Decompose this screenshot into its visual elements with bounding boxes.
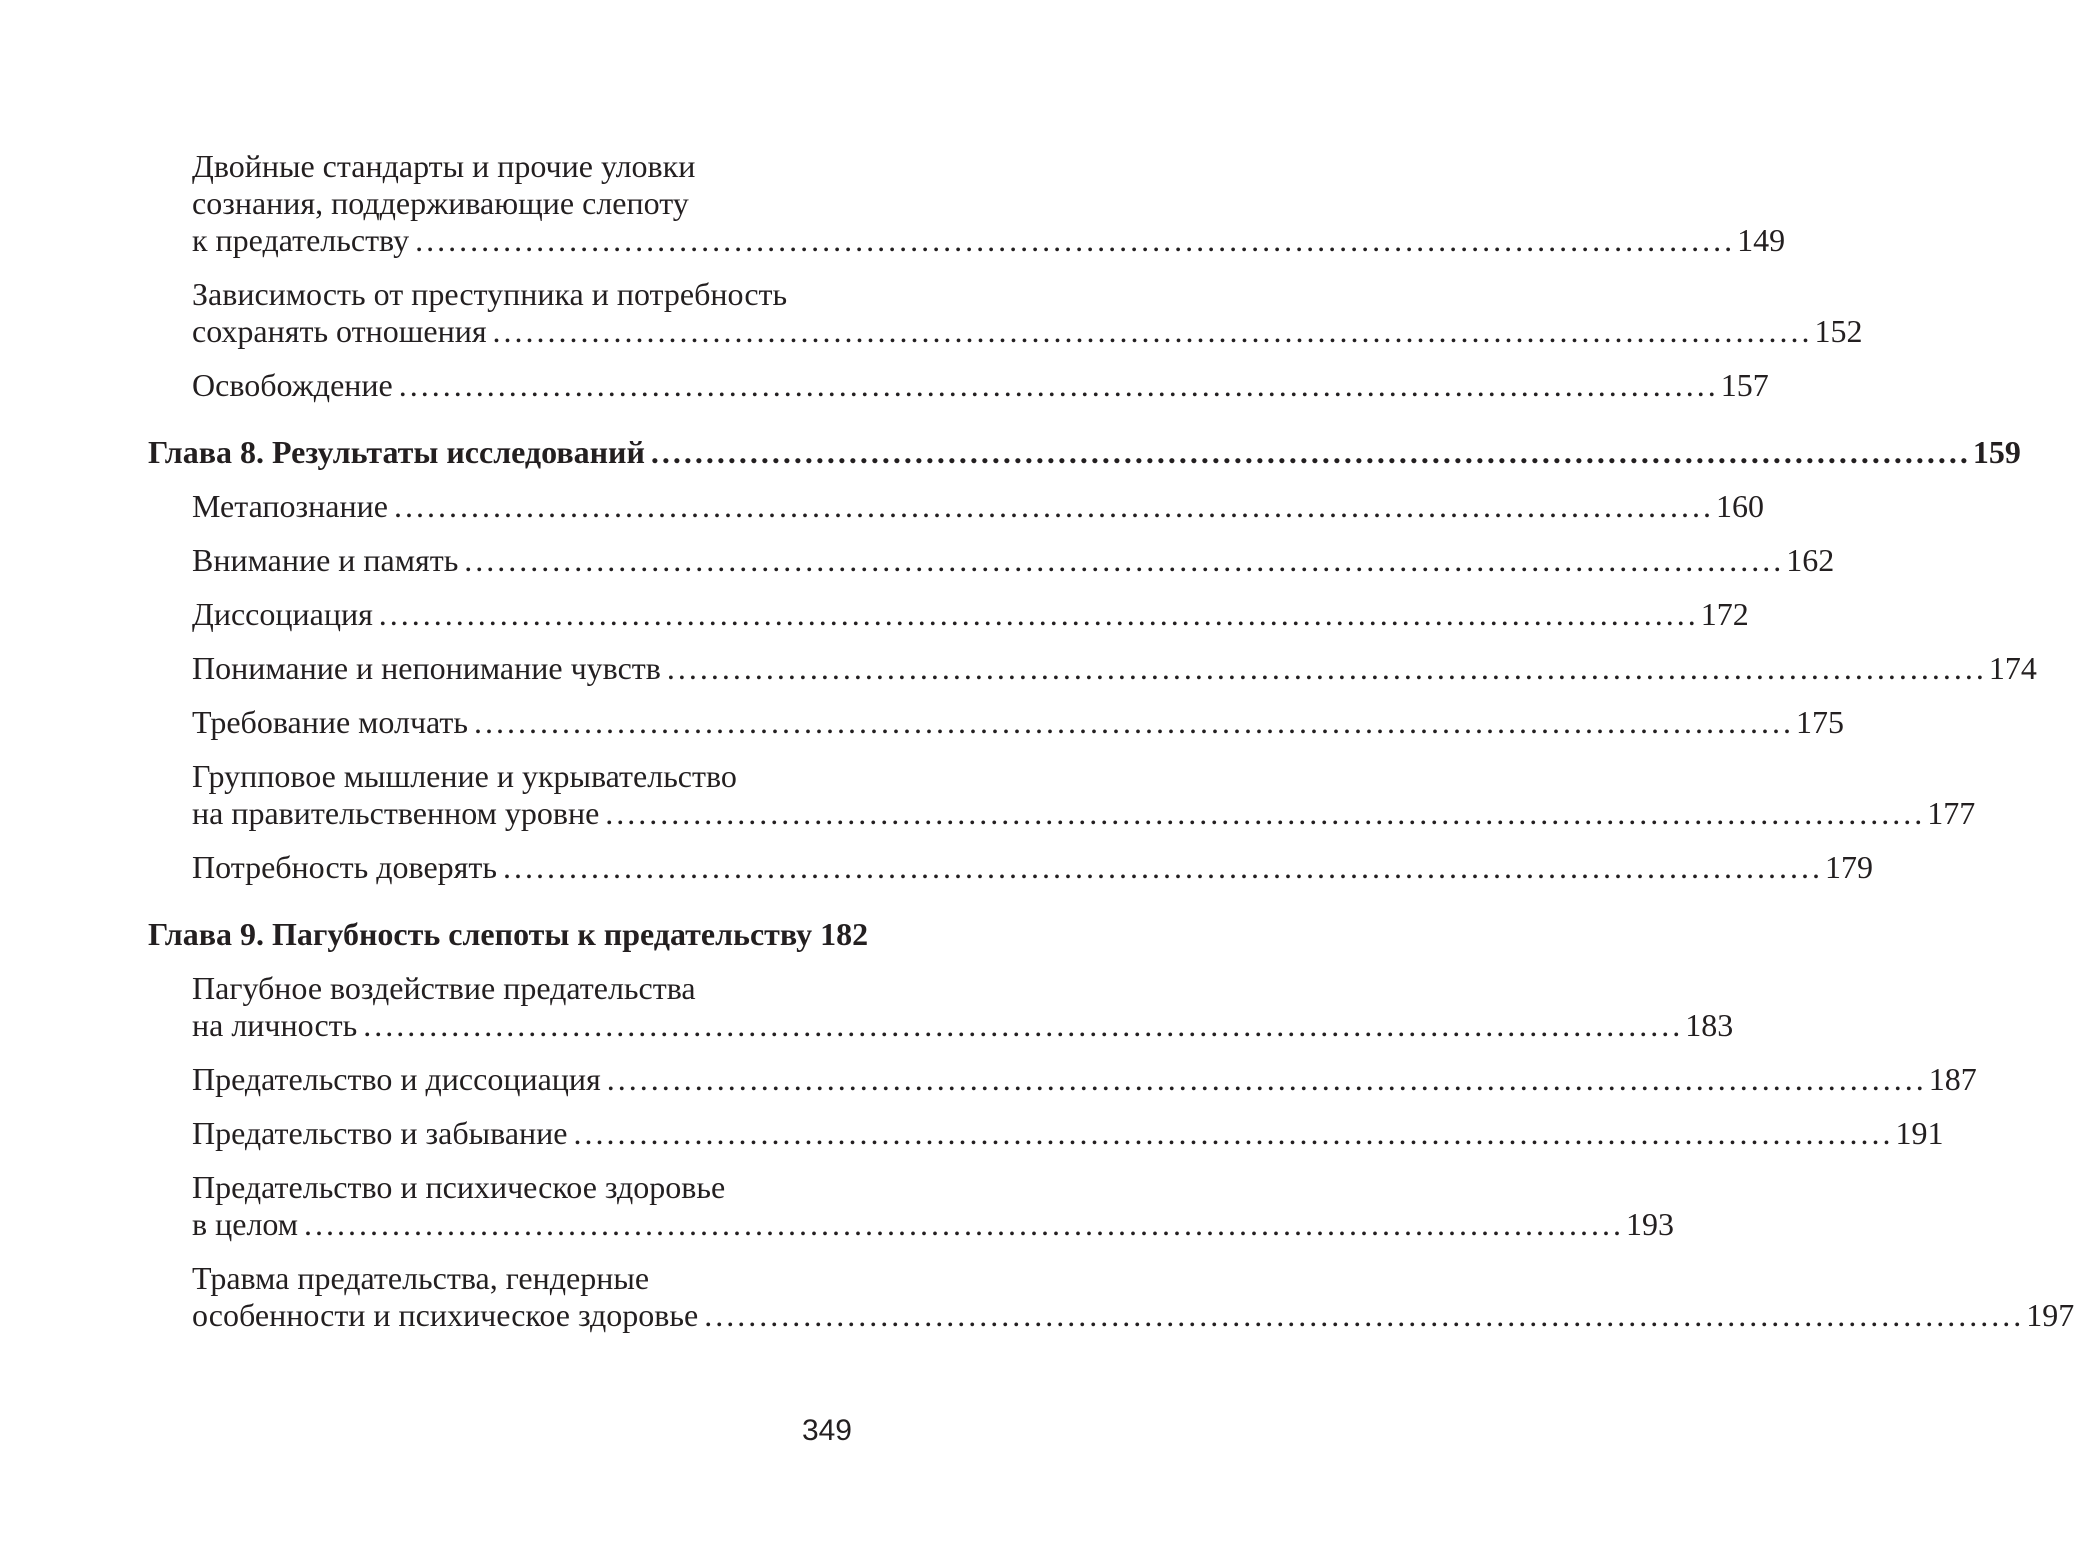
toc-entry-line: Травма предательства, гендерные (192, 1260, 650, 1296)
dot-leader: ........................................................................................................................ (363, 1007, 1684, 1043)
toc-entry-title: Требование молчать (192, 704, 468, 740)
toc-entry (148, 1260, 2074, 1334)
toc-entry (148, 148, 1786, 259)
dot-leader: ........................................................................................................................ (573, 1115, 1894, 1151)
toc-entry (148, 1061, 1977, 1098)
toc-page-number: 159 (1972, 434, 2021, 470)
toc-entry-title: к предательству (192, 222, 410, 258)
toc-entry-title: на правительственном уровне (192, 795, 600, 831)
toc-page-number: 172 (1700, 596, 1749, 632)
toc-entry (148, 849, 1873, 886)
toc-page-number: 193 (1626, 1206, 1675, 1242)
toc-page-number: 175 (1796, 704, 1844, 740)
toc-entry-title: Освобождение (192, 367, 393, 403)
toc-entry-line: Групповое мышление и укрывательство (192, 758, 737, 794)
toc-chapter-title: Глава 8. Результаты исследований (148, 434, 645, 470)
toc-entry-title: Предательство и диссоциация (192, 1061, 601, 1097)
dot-leader: ........................................................................................................................ (415, 222, 1736, 258)
toc-page-number: 197 (2026, 1297, 2074, 1333)
toc-entry (148, 970, 1734, 1044)
table-of-contents (148, 148, 2074, 1351)
toc-entry (148, 488, 1764, 525)
toc-entry-title: Диссоциация (192, 596, 373, 632)
toc-entry (148, 1169, 1675, 1243)
toc-page-number: 183 (1685, 1007, 1734, 1043)
toc-page-number: 160 (1715, 488, 1764, 524)
dot-leader: ........................................................................................................................ (666, 650, 1987, 686)
toc-entry-line: Зависимость от преступника и потребность (192, 276, 788, 312)
toc-entry-title: Внимание и память (192, 542, 459, 578)
toc-entry-line: Двойные стандарты и прочие уловки (192, 148, 696, 184)
toc-entry-title: Понимание и непонимание чувств (192, 650, 661, 686)
toc-entry-title: в целом (192, 1206, 299, 1242)
dot-leader: ........................................................................................................................ (650, 434, 1971, 470)
toc-entry-title: Предательство и забывание (192, 1115, 568, 1151)
dot-leader: ........................................................................................................................ (393, 488, 1714, 524)
toc-page-number: 191 (1895, 1115, 1944, 1151)
toc-chapter-heading (148, 434, 2021, 471)
toc-entry (148, 542, 1835, 579)
toc-page-number: 187 (1928, 1061, 1977, 1097)
page-number: 349 (801, 1414, 852, 1447)
dot-leader: ........................................................................................................................ (704, 1297, 2025, 1333)
toc-entry (148, 650, 2037, 687)
toc-entry (148, 367, 1769, 404)
dot-leader: ........................................................................................................................ (502, 849, 1823, 885)
dot-leader: ........................................................................................................................ (492, 313, 1813, 349)
toc-page-number: 162 (1786, 542, 1835, 578)
toc-page-number: 177 (1927, 795, 1976, 831)
toc-entry (148, 596, 1749, 633)
toc-entry-title: особенности и психическое здоровье (192, 1297, 699, 1333)
dot-leader: ........................................................................................................................ (398, 367, 1719, 403)
toc-chapter-title: Глава 9. Пагубность слепоты к предательству (148, 916, 813, 952)
toc-page-number: 149 (1737, 222, 1786, 258)
dot-leader: ........................................................................................................................ (378, 596, 1699, 632)
toc-entry-line: Пагубное воздействие предательства (192, 970, 696, 1006)
toc-page-number: 182 (820, 916, 869, 952)
toc-entry-line: Предательство и психическое здоровье (192, 1169, 726, 1205)
toc-entry (148, 758, 1976, 832)
toc-entry (148, 704, 1844, 741)
toc-page-number: 152 (1814, 313, 1863, 349)
toc-entry-title: Потребность доверять (192, 849, 497, 885)
toc-entry-title: сохранять отношения (192, 313, 487, 349)
toc-page-number: 174 (1988, 650, 2037, 686)
dot-leader: ........................................................................................................................ (474, 704, 1794, 740)
toc-page-number: 157 (1720, 367, 1769, 403)
dot-leader: ........................................................................................................................ (606, 1061, 1927, 1097)
toc-entry (148, 276, 1863, 350)
toc-chapter-heading (148, 916, 869, 953)
dot-leader: ........................................................................................................................ (605, 795, 1926, 831)
toc-entry-title: Метапознание (192, 488, 388, 524)
dot-leader: ........................................................................................................................ (304, 1206, 1625, 1242)
toc-entry (148, 1115, 1944, 1152)
toc-entry-title: на личность (192, 1007, 358, 1043)
toc-page-number: 179 (1824, 849, 1873, 885)
toc-entry-line: сознания, поддерживающие слепоту (192, 185, 689, 221)
dot-leader: ........................................................................................................................ (464, 542, 1785, 578)
